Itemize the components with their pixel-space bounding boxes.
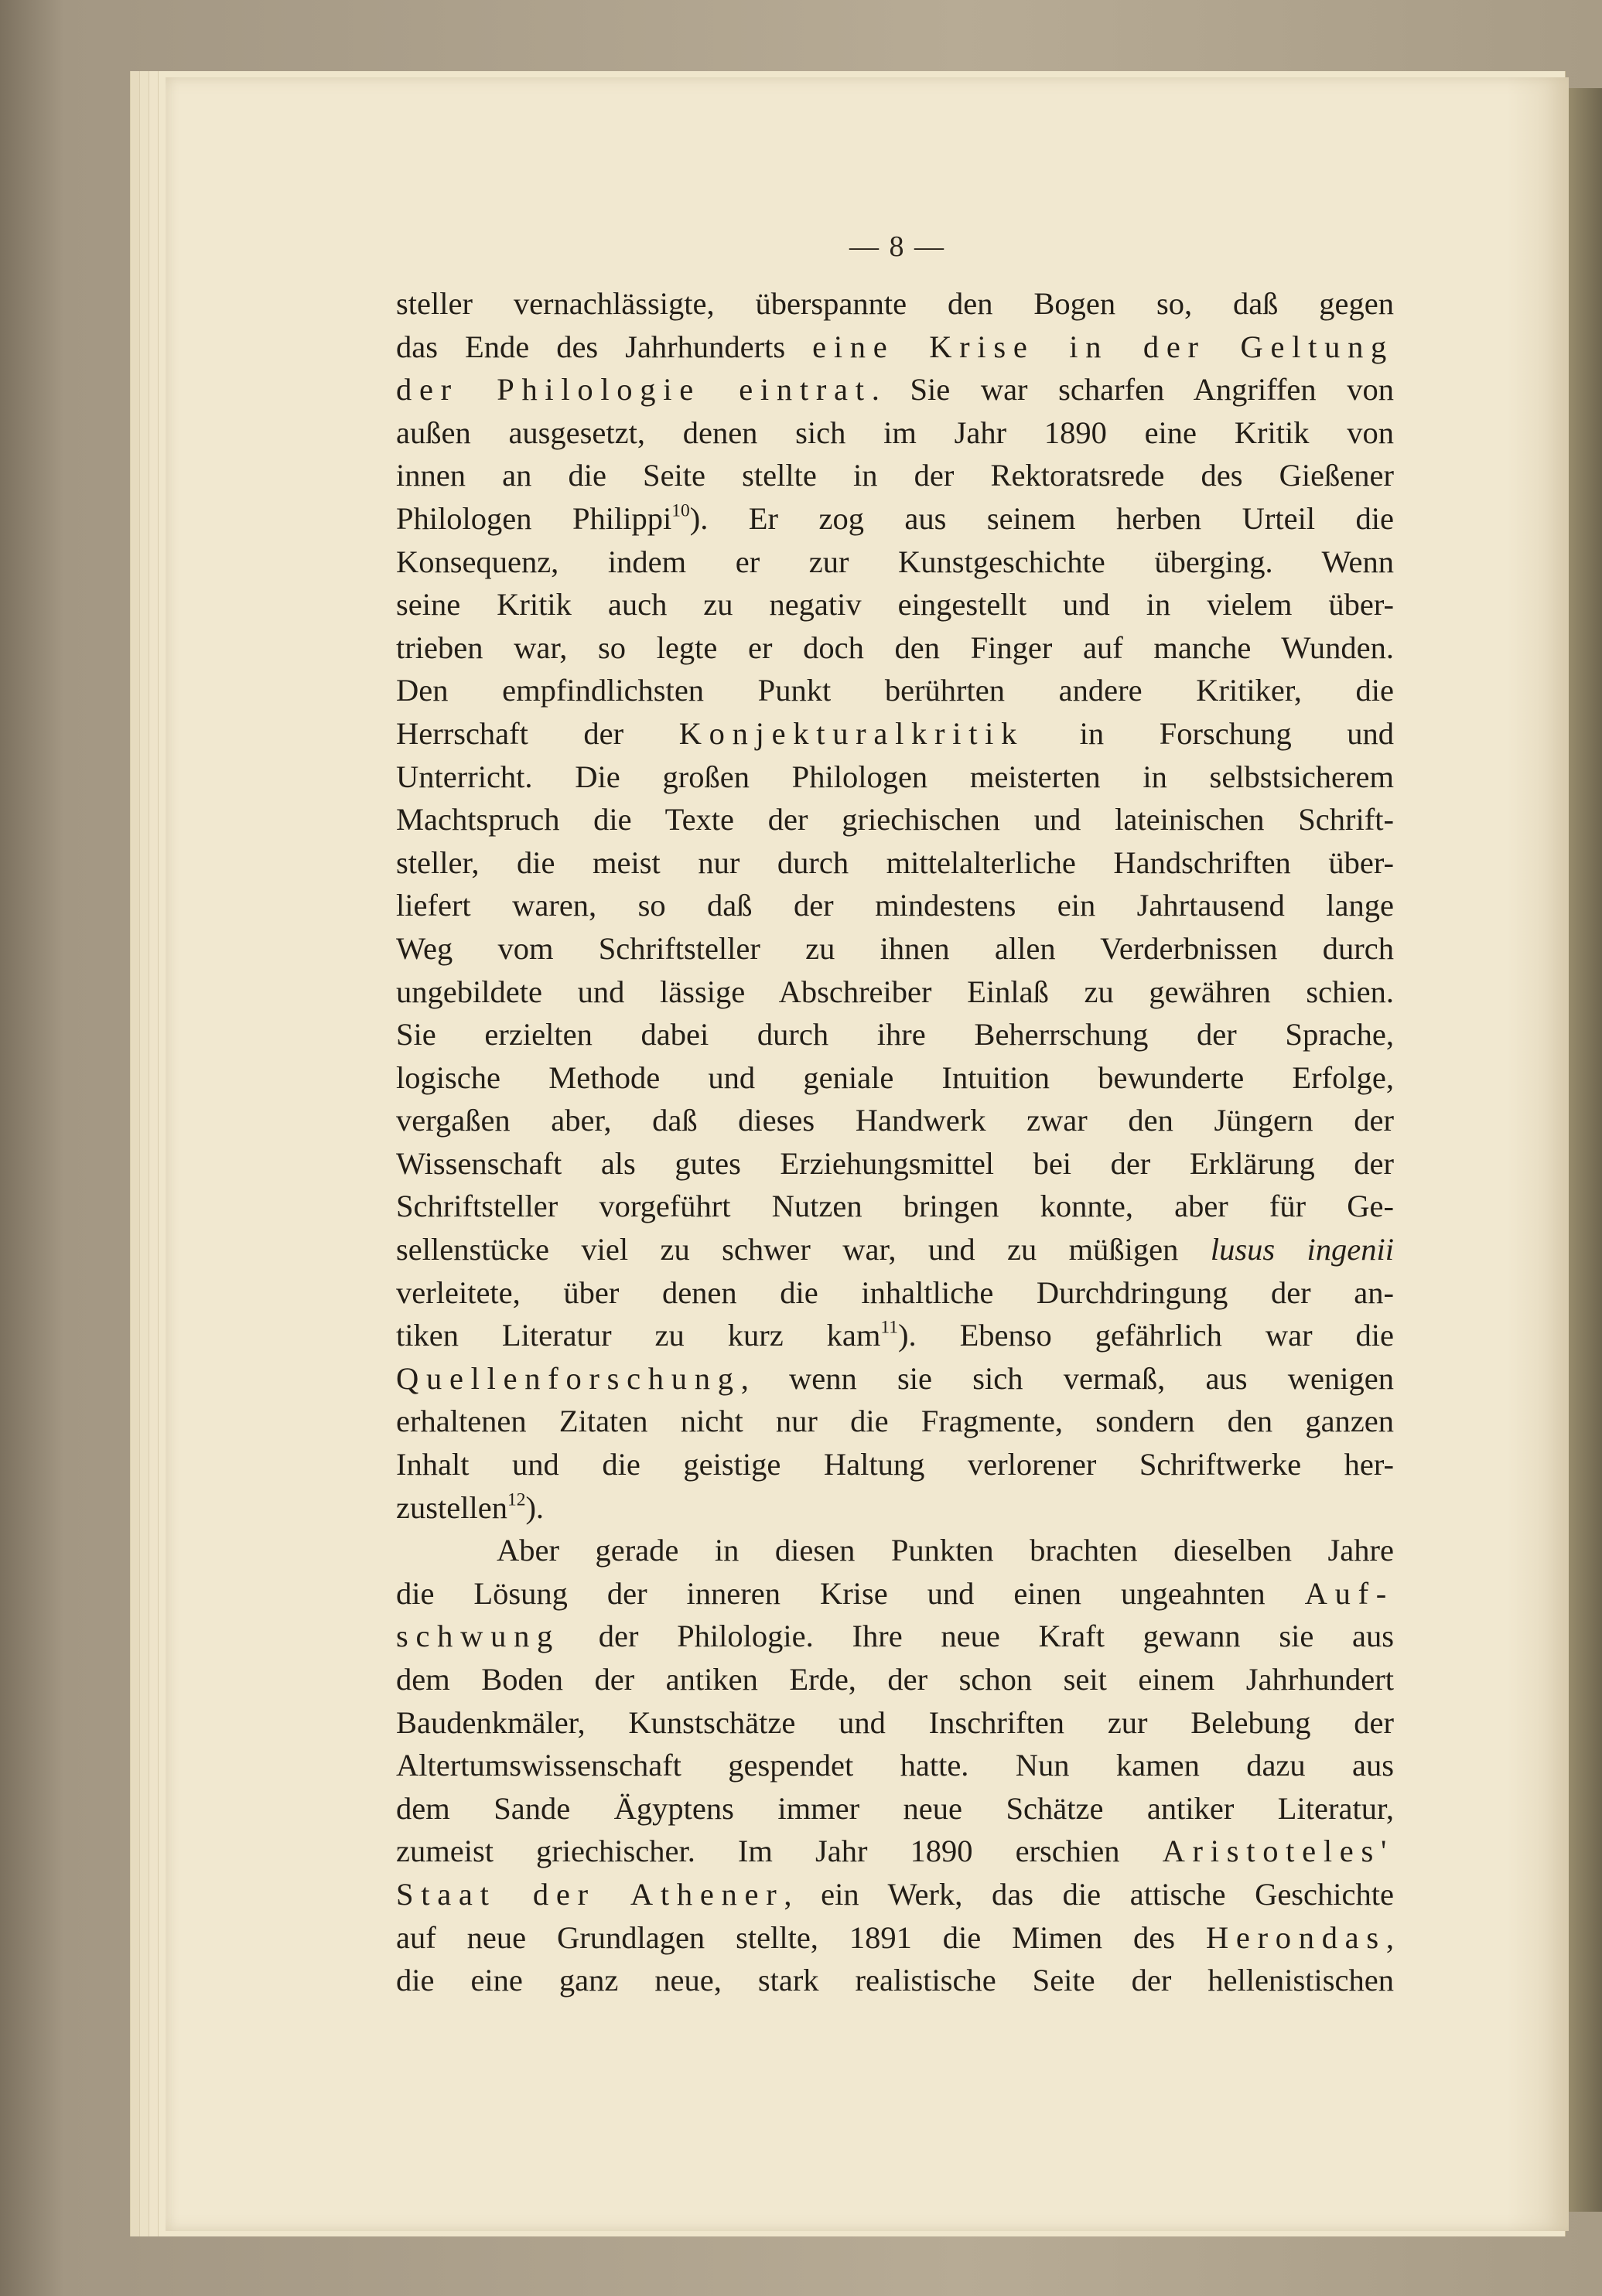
text-segment: innen an die Seite stellte in der Rektoratsrede des Gießener <box>396 458 1394 493</box>
text-line <box>396 626 1394 670</box>
text-segment: Herrschaft der <box>396 715 679 751</box>
text-segment: ). <box>525 1489 545 1525</box>
text-line <box>396 1916 1394 1960</box>
text-segment: seine Kritik auch zu negativ eingestellt und in vielem über- <box>396 587 1394 623</box>
page-curl-shadow <box>1507 77 1569 2231</box>
text-segment: Weg vom Schriftsteller zu ihnen allen Verderbnissen durch <box>396 930 1394 966</box>
text-line <box>396 583 1394 626</box>
text-line <box>396 1142 1394 1186</box>
text-segment: die Lösung der inneren Krise und einen ungeahnten <box>396 1575 1305 1611</box>
emphasized-text: der Philologie eintrat <box>396 372 872 408</box>
emphasized-text: Staat der Athener <box>396 1876 784 1912</box>
text-line <box>396 326 1394 369</box>
text-line <box>396 1959 1394 2002</box>
text-line <box>396 1400 1394 1443</box>
text-segment: der Philologie. Ihre neue Kraft gewann sie aus <box>560 1619 1394 1654</box>
text-segment: zumeist griechischer. Im Jahr 1890 erschien <box>396 1834 1163 1869</box>
text-segment: außen ausgesetzt, denen sich im Jahr 1890 eine Kritik von <box>396 415 1394 450</box>
text-line <box>396 1830 1394 1873</box>
text-segment: , wenn sie sich vermaß, aus wenigen <box>740 1360 1394 1396</box>
page-number: — 8 — <box>849 230 945 263</box>
text-line <box>396 1873 1394 1916</box>
text-segment: verleitete, über denen die inhaltliche Durchdringung der an- <box>396 1274 1394 1310</box>
text-line <box>396 884 1394 927</box>
text-segment: sellenstücke viel zu schwer war, und zu müßigen <box>396 1232 1211 1267</box>
text-line <box>396 1744 1394 1787</box>
emphasized-text: Konjekturalkritik <box>678 715 1025 751</box>
text-line <box>396 1572 1394 1615</box>
text-segment: dem Boden der antiken Erde, der schon seit einem Jahrhundert <box>396 1662 1394 1697</box>
emphasized-text: Herondas <box>1205 1919 1386 1955</box>
text-line <box>396 927 1394 971</box>
text-segment: dem Sande Ägyptens immer neue Schätze antiker Literatur, <box>396 1790 1394 1826</box>
text-line <box>396 411 1394 455</box>
text-segment: ). Er zog aus seinem herben Urteil die <box>689 500 1395 536</box>
text-segment: Schriftsteller vorgeführt Nutzen bringen konnte, aber für Ge- <box>396 1189 1394 1224</box>
footnote-marker: 11 <box>880 1317 898 1338</box>
text-segment: tiken Literatur zu kurz kam <box>396 1318 881 1353</box>
text-segment: steller vernachlässigte, überspannte den Bogen so, daß gegen <box>396 286 1394 321</box>
text-line <box>396 841 1394 885</box>
text-line <box>396 1099 1394 1142</box>
text-segment: steller, die meist nur durch mittelalterliche Handschriften über- <box>396 844 1394 880</box>
text-segment: . Sie war scharfen Angriffen von <box>871 372 1394 408</box>
text-line <box>396 1056 1394 1100</box>
text-segment: erhaltenen Zitaten nicht nur die Fragmente, sondern den ganzen <box>396 1404 1394 1439</box>
text-segment: logische Methode und geniale Intuition bewunderte Erfolge, <box>396 1059 1394 1095</box>
text-segment: trieben war, so legte er doch den Finger auf manche Wunden. <box>396 629 1394 665</box>
body-text <box>396 282 1394 2002</box>
text-line <box>396 1658 1394 1701</box>
text-segment: , <box>1385 1919 1394 1955</box>
text-line <box>396 1529 1394 1572</box>
text-line <box>396 712 1394 756</box>
footnote-marker: 10 <box>671 500 690 521</box>
text-segment: Wissenschaft als gutes Erziehungsmittel bei der Erklärung der <box>396 1145 1394 1181</box>
emphasized-text: eine Krise in der Geltung <box>812 329 1395 364</box>
text-line <box>396 1443 1394 1486</box>
text-segment: vergaßen aber, daß dieses Handwerk zwar den Jüngern der <box>396 1103 1394 1138</box>
text-segment: das Ende des Jahrhunderts <box>396 329 813 364</box>
text-segment: Sie erzielten dabei durch ihre Beherrschung der Sprache, <box>396 1017 1394 1052</box>
text-segment: Unterricht. Die großen Philologen meisterten in selbstsicherem <box>396 759 1394 794</box>
text-segment: zustellen <box>396 1489 507 1525</box>
text-segment: ungebildete und lässige Abschreiber Einlaß zu gewähren schien. <box>396 974 1394 1009</box>
text-segment: Konsequenz, indem er zur Kunstgeschichte überging. Wenn <box>396 544 1394 579</box>
text-segment: liefert waren, so daß der mindestens ein Jahrtausend lange <box>396 888 1394 923</box>
emphasized-text: Aristoteles' <box>1162 1834 1394 1869</box>
emphasized-text: Auf- <box>1304 1575 1394 1611</box>
text-segment: Machtspruch die Texte der griechischen und lateinischen Schrift- <box>396 802 1394 838</box>
text-line <box>396 1701 1394 1745</box>
text-segment: in Forschung und <box>1024 715 1394 751</box>
text-line <box>396 1271 1394 1315</box>
text-line <box>396 1486 1394 1530</box>
text-line <box>396 669 1394 712</box>
text-line <box>396 1228 1394 1271</box>
text-line <box>396 282 1394 326</box>
emphasized-text: Quellenforschung <box>396 1360 741 1396</box>
text-segment: Aber gerade in diesen Punkten brachten dieselben Jahre <box>497 1533 1394 1568</box>
text-segment: die eine ganz neue, stark realistische Seite der hellenistischen <box>396 1963 1394 1998</box>
text-line <box>396 1314 1394 1357</box>
text-segment: Altertumswissenschaft gespendet hatte. Nun kamen dazu aus <box>396 1748 1394 1783</box>
text-segment: Inhalt und die geistige Haltung verlorener Schriftwerke her- <box>396 1447 1394 1482</box>
text-line <box>396 756 1394 799</box>
text-line <box>396 1357 1394 1400</box>
text-segment: Den empfindlichsten Punkt berührten andere Kritiker, die <box>396 673 1394 708</box>
text-segment: Philologen Philippi <box>396 500 672 536</box>
text-segment: auf neue Grundlagen stellte, 1891 die Mimen des <box>396 1919 1206 1955</box>
text-line <box>396 541 1394 584</box>
text-line <box>396 1013 1394 1056</box>
text-line <box>396 368 1394 411</box>
text-segment: Baudenkmäler, Kunstschätze und Inschriften zur Belebung der <box>396 1704 1394 1740</box>
text-segment: , ein Werk, das die attische Geschichte <box>784 1876 1394 1912</box>
text-line <box>396 1787 1394 1830</box>
text-segment: ). Ebenso gefährlich war die <box>898 1318 1394 1353</box>
footnote-marker: 12 <box>507 1489 526 1510</box>
text-line <box>396 454 1394 497</box>
text-line <box>396 497 1394 541</box>
text-line <box>396 1185 1394 1228</box>
text-line <box>396 971 1394 1014</box>
text-line <box>396 1615 1394 1658</box>
text-line <box>396 798 1394 841</box>
emphasized-text: schwung <box>396 1619 561 1654</box>
italic-text: lusus ingenii <box>1210 1232 1394 1267</box>
